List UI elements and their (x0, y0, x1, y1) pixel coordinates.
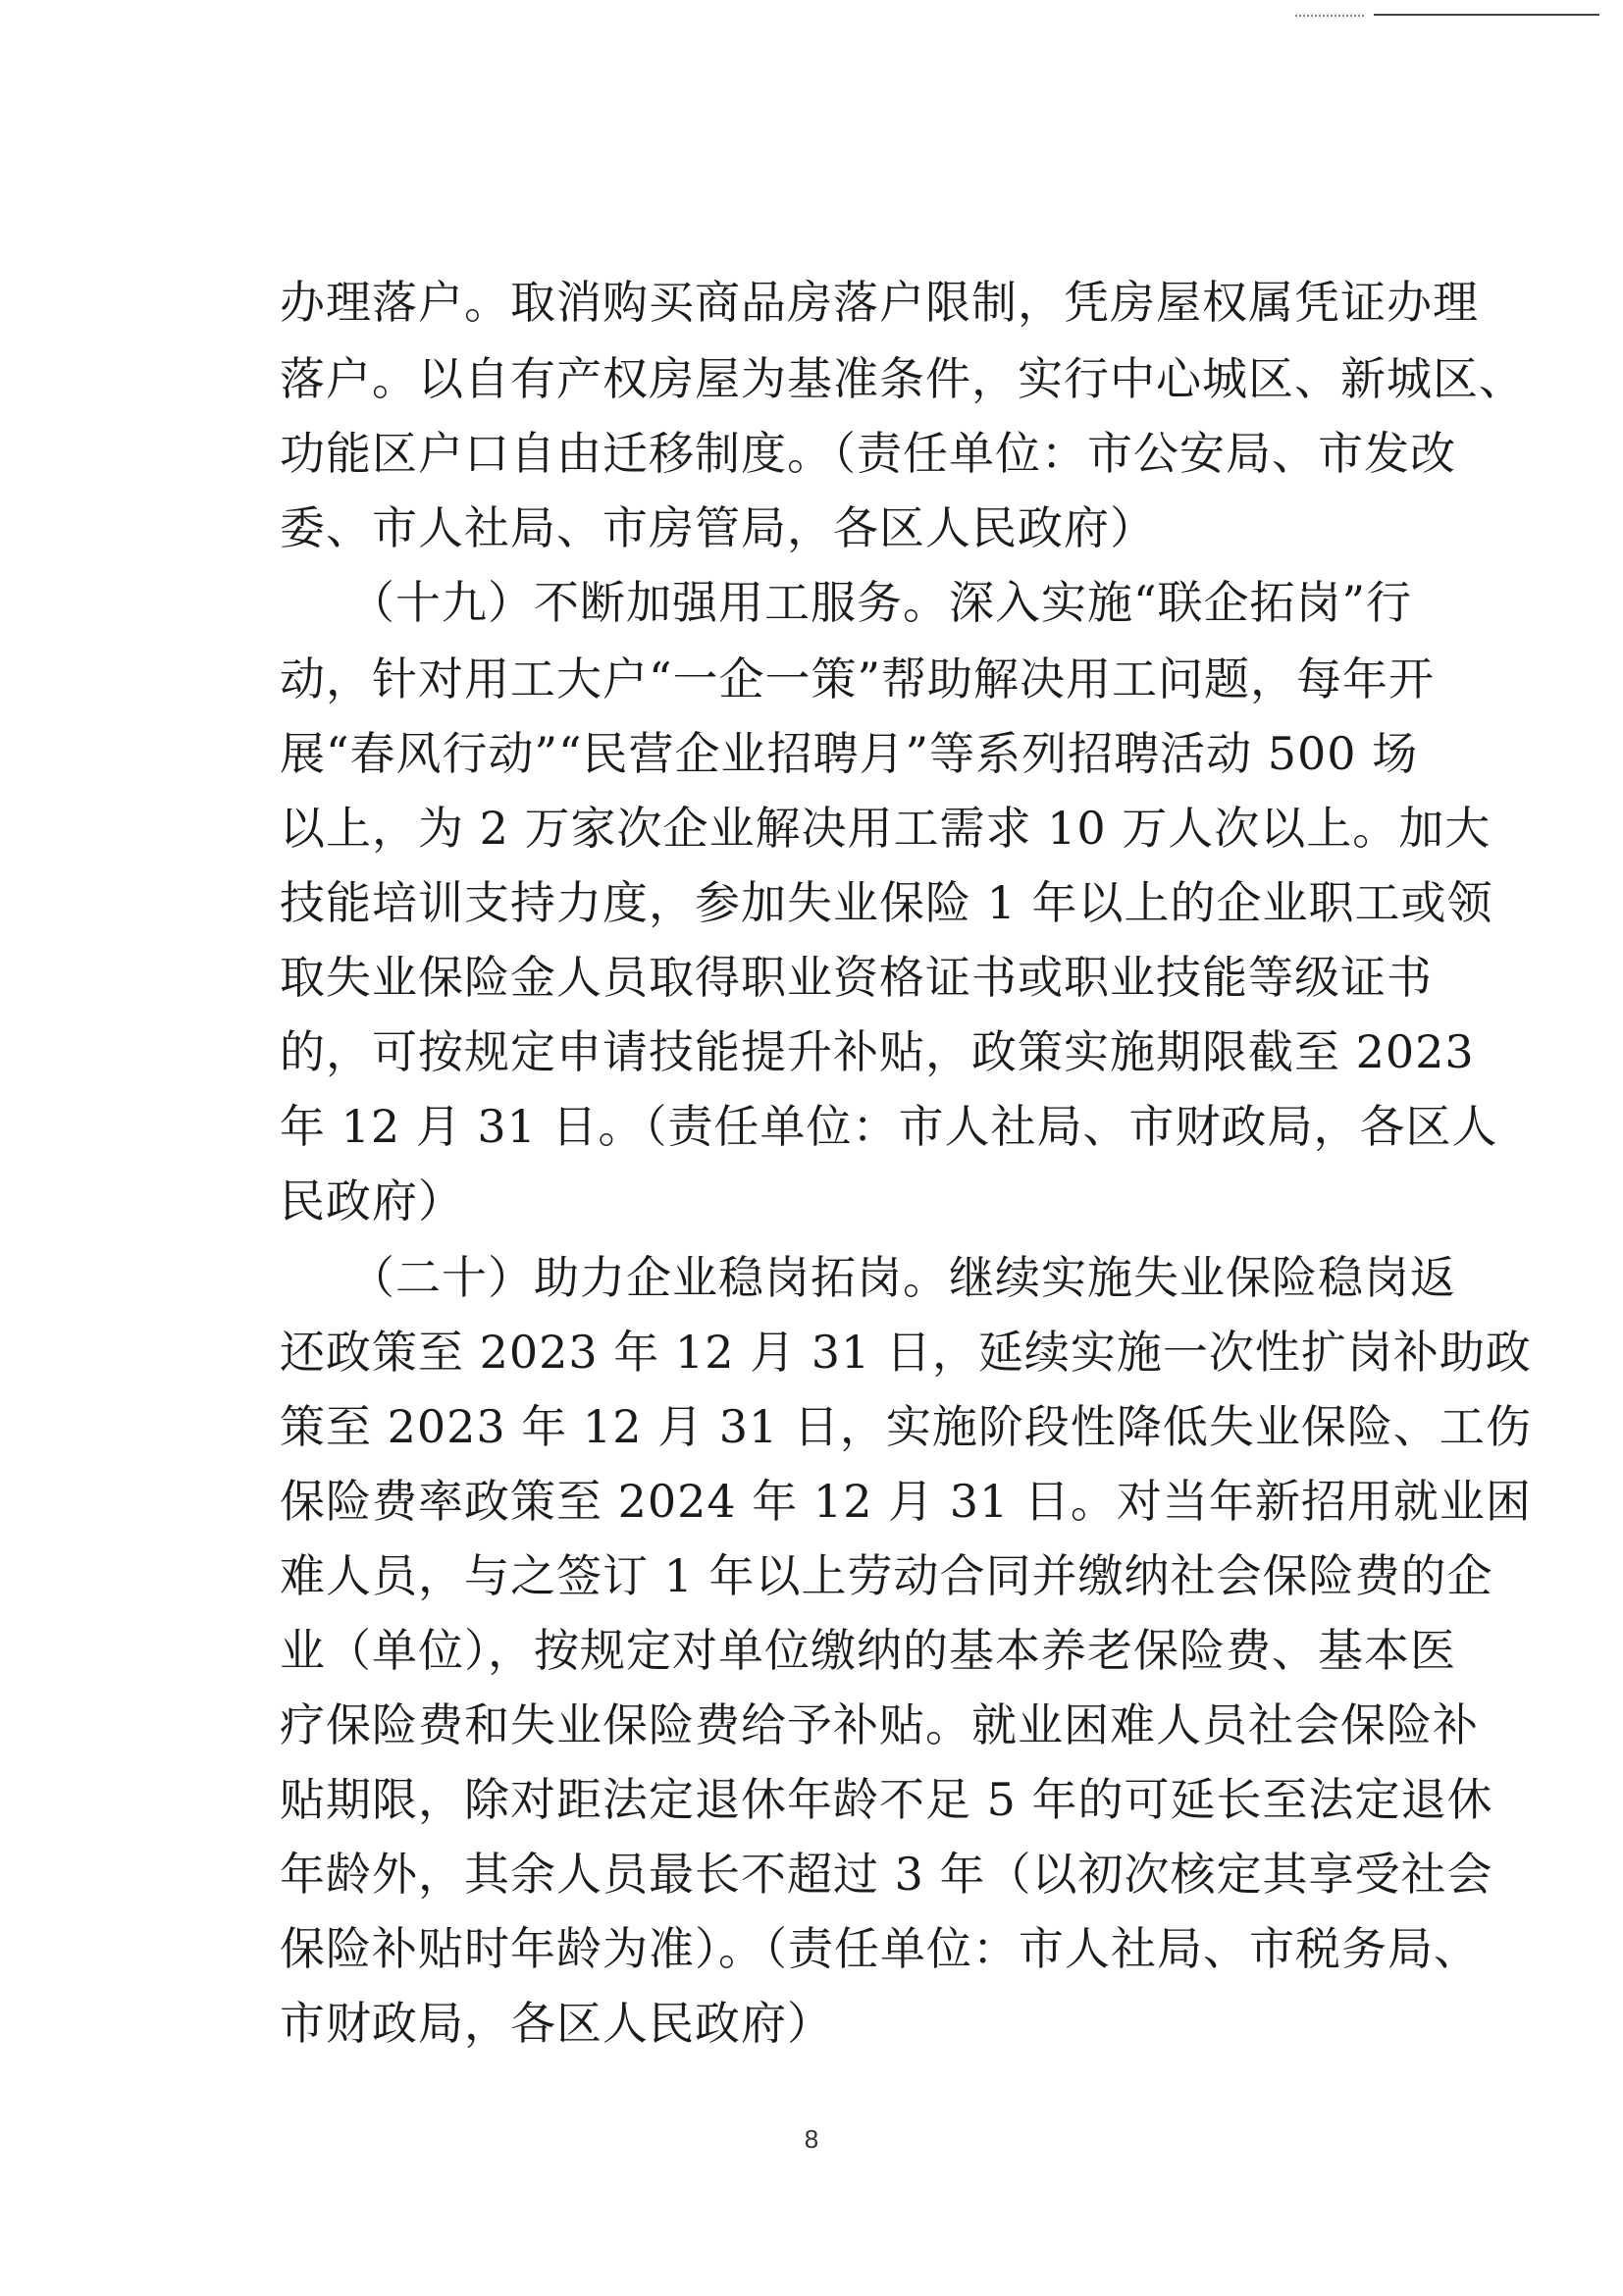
text-line: 业（单位），按规定对单位缴纳的基本养老保险费、基本医 (280, 1624, 1456, 1677)
text-line: 民政府） (280, 1174, 464, 1227)
text-line: 技能培训支持力度，参加失业保险 1 年以上的企业职工或领 (280, 876, 1493, 929)
text-line: 策至 2023 年 12 月 31 日，实施阶段性降低失业保险、工伤 (280, 1400, 1532, 1453)
text-line: 展“春风行动”“民营企业招聘月”等系列招聘活动 500 场 (280, 727, 1419, 780)
text-line: 办理落户。取消购买商品房落户限制，凭房屋权属凭证办理 (280, 276, 1479, 329)
text-line: 疗保险费和失业保险费给予补贴。就业困难人员社会保险补 (280, 1698, 1479, 1751)
text-line: 落户。以自有产权房屋为基准条件，实行中心城区、新城区、 (280, 352, 1525, 405)
page-number: 8 (804, 2124, 819, 2154)
text-line: （十九）不断加强用工服务。深入实施“联企拓岗”行 (280, 576, 1413, 629)
text-line: 贴期限，除对距法定退休年龄不足 5 年的可延长至法定退休 (280, 1773, 1493, 1826)
text-line: 保险补贴时年龄为准）。（责任单位：市人社局、市税务局、 (280, 1922, 1480, 1975)
text-line: 动，针对用工大户“一企一策”帮助解决用工问题，每年开 (280, 652, 1436, 705)
text-line: （二十）助力企业稳岗拓岗。继续实施失业保险稳岗返 (280, 1251, 1456, 1304)
text-line: 年 12 月 31 日。（责任单位：市人社局、市财政局，各区人 (280, 1100, 1498, 1153)
header-rule (1374, 14, 1599, 16)
text-line: 功能区户口自由迁移制度。（责任单位：市公安局、市发改 (280, 427, 1456, 480)
text-line: 以上，为 2 万家次企业解决用工需求 10 万人次以上。加大 (280, 802, 1492, 855)
text-line: 委、市人社局、市房管局，各区人民政府） (280, 501, 1156, 554)
text-line: 还政策至 2023 年 12 月 31 日，延续实施一次性扩岗补助政 (280, 1326, 1532, 1379)
text-line: 难人员，与之签订 1 年以上劳动合同并缴纳社会保险费的企 (280, 1549, 1493, 1602)
text-line: 市财政局，各区人民政府） (280, 1997, 833, 2050)
text-line: 保险费率政策至 2024 年 12 月 31 日。对当年新招用就业困 (280, 1475, 1532, 1528)
text-line: 年龄外，其余人员最长不超过 3 年（以初次核定其享受社会 (280, 1848, 1493, 1901)
header-rule-dots (1295, 15, 1364, 17)
text-line: 的，可按规定申请技能提升补贴，政策实施期限截至 2023 (280, 1025, 1475, 1078)
text-line: 取失业保险金人员取得职业资格证书或职业技能等级证书 (280, 951, 1433, 1004)
